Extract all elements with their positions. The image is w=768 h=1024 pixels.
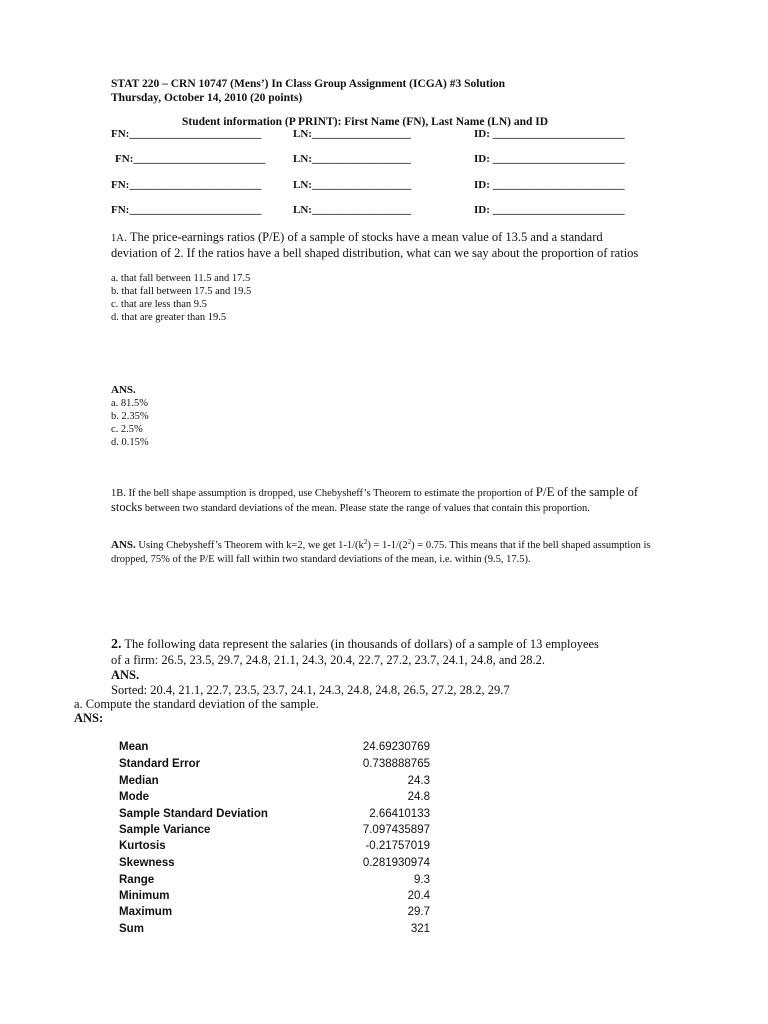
question-2-number: 2. <box>111 637 122 652</box>
stat-label: Sum <box>119 923 144 935</box>
last-name-field[interactable]: LN:__________________ <box>293 128 411 140</box>
answer-item: a. 81.5% <box>111 398 149 409</box>
question-2-line2: of a firm: 26.5, 23.5, 29.7, 24.8, 21.1, 24.3, 20.4, 22.7, 27.2, 23.7, 24.1, 24.8, and 28.2. <box>111 653 546 667</box>
answer-label-2: ANS: <box>74 711 104 725</box>
last-name-field[interactable]: LN:__________________ <box>293 179 411 191</box>
stat-value: 321 <box>410 923 430 935</box>
doc-title: STAT 220 – CRN 10747 (Mens’) In Class Group Assignment (ICGA) #3 Solution <box>111 78 506 90</box>
first-name-field[interactable]: FN:________________________ <box>111 179 262 191</box>
stat-value: 24.69230769 <box>362 741 430 753</box>
answer-item: c. 2.5% <box>111 424 143 435</box>
stat-label: Skewness <box>119 857 175 869</box>
stat-label: Mean <box>119 741 149 753</box>
stat-value: -0.21757019 <box>365 840 430 852</box>
stat-value: 9.3 <box>414 874 430 886</box>
stat-label: Standard Error <box>119 758 201 770</box>
question-1a-text <box>111 230 651 260</box>
question-part: c. that are less than 9.5 <box>111 299 207 310</box>
stat-value: 0.281930974 <box>362 857 430 869</box>
question-2-part-a: a. Compute the standard deviation of the sample. <box>74 697 319 711</box>
stat-value: 0.738888765 <box>362 758 430 770</box>
question-1b-text <box>111 485 656 515</box>
answer-item: d. 0.15% <box>111 437 149 448</box>
first-name-field[interactable]: FN:________________________ <box>111 204 262 216</box>
question-2-line1 <box>111 637 599 653</box>
sorted-data: Sorted: 20.4, 21.1, 22.7, 23.5, 23.7, 24.1, 24.3, 24.8, 24.8, 26.5, 27.2, 28.2, 29.7 <box>111 683 510 697</box>
stat-value: 20.4 <box>407 890 430 902</box>
answer-text: ) = 1-1/(2 <box>367 540 408 551</box>
question-part: b. that fall between 17.5 and 19.5 <box>111 286 252 297</box>
superscript: 2 <box>363 538 368 546</box>
stat-value: 24.3 <box>407 775 430 787</box>
stat-value: 29.7 <box>407 906 430 918</box>
question-1a-parts <box>111 272 251 324</box>
question-1a-label: A <box>116 233 124 244</box>
superscript: 2 <box>407 538 412 546</box>
question-1a-number: 1 <box>111 233 117 244</box>
id-field[interactable]: ID: ________________________ <box>474 153 625 165</box>
stat-label: Sample Variance <box>119 824 211 836</box>
last-name-field[interactable]: LN:__________________ <box>293 153 411 165</box>
id-field[interactable]: ID: ________________________ <box>474 204 625 216</box>
answer-label: ANS. <box>111 539 136 551</box>
question-1b-rest: between two standard deviations of the mean. Please state the range of values that contain this proportion. <box>144 502 590 514</box>
doc-date: Thursday, October 14, 2010 (20 points) <box>111 92 303 104</box>
stat-label: Range <box>119 874 155 886</box>
stat-label: Median <box>119 775 159 787</box>
answer-text: Using Chebysheff’s Theorem with k=2, we get 1-1/(k <box>138 540 364 551</box>
question-part: a. that fall between 11.5 and 17.5 <box>111 273 251 284</box>
stat-value: 7.097435897 <box>362 824 430 836</box>
last-name-field[interactable]: LN:__________________ <box>293 204 411 216</box>
stat-label: Kurtosis <box>119 840 166 852</box>
question-1a-body: . The price-earnings ratios (P/E) of a sample of stocks have a mean value of 13.5 and a standard deviation of 2. If the ratios have a bell shaped distribution, what can we say about the proportion of ratios <box>111 230 639 260</box>
stat-label: Sample Standard Deviation <box>119 808 268 820</box>
question-2-text: The following data represent the salaries (in thousands of dollars) of a sample of 13 employees <box>124 637 599 651</box>
answer-text: ) = 0.75. This means that if the bell shaped assumption is dropped, 75% of the P/E will fall within two standard deviations of the mean, i.e. within (9.5, 17.5). <box>111 540 651 565</box>
question-1b-answer <box>111 536 651 566</box>
id-field[interactable]: ID: ________________________ <box>474 128 625 140</box>
id-field[interactable]: ID: ________________________ <box>474 179 625 191</box>
first-name-field[interactable]: FN:________________________ <box>111 128 262 140</box>
question-1a-answers <box>111 384 149 449</box>
answer-label: ANS. <box>111 668 140 682</box>
student-info-heading: Student information (P PRINT): First Name (FN), Last Name (LN) and ID <box>182 116 549 128</box>
first-name-field[interactable]: FN:________________________ <box>115 153 266 165</box>
question-1b-intro: 1B. If the bell shape assumption is dropped, use Chebysheff’s Theorem to estimate the proportion of <box>111 488 534 499</box>
answer-item: b. 2.35% <box>111 411 149 422</box>
stat-value: 2.66410133 <box>369 808 430 820</box>
answer-label: ANS. <box>111 384 136 396</box>
stat-label: Mode <box>119 791 150 803</box>
question-1b-pe: P/E <box>535 484 555 499</box>
question-part: d. that are greater than 19.5 <box>111 312 227 323</box>
stat-label: Maximum <box>119 906 173 918</box>
stat-label: Minimum <box>119 890 170 902</box>
question-1b-large-text: of the sample of stocks <box>111 485 639 514</box>
stat-value: 24.8 <box>407 791 430 803</box>
